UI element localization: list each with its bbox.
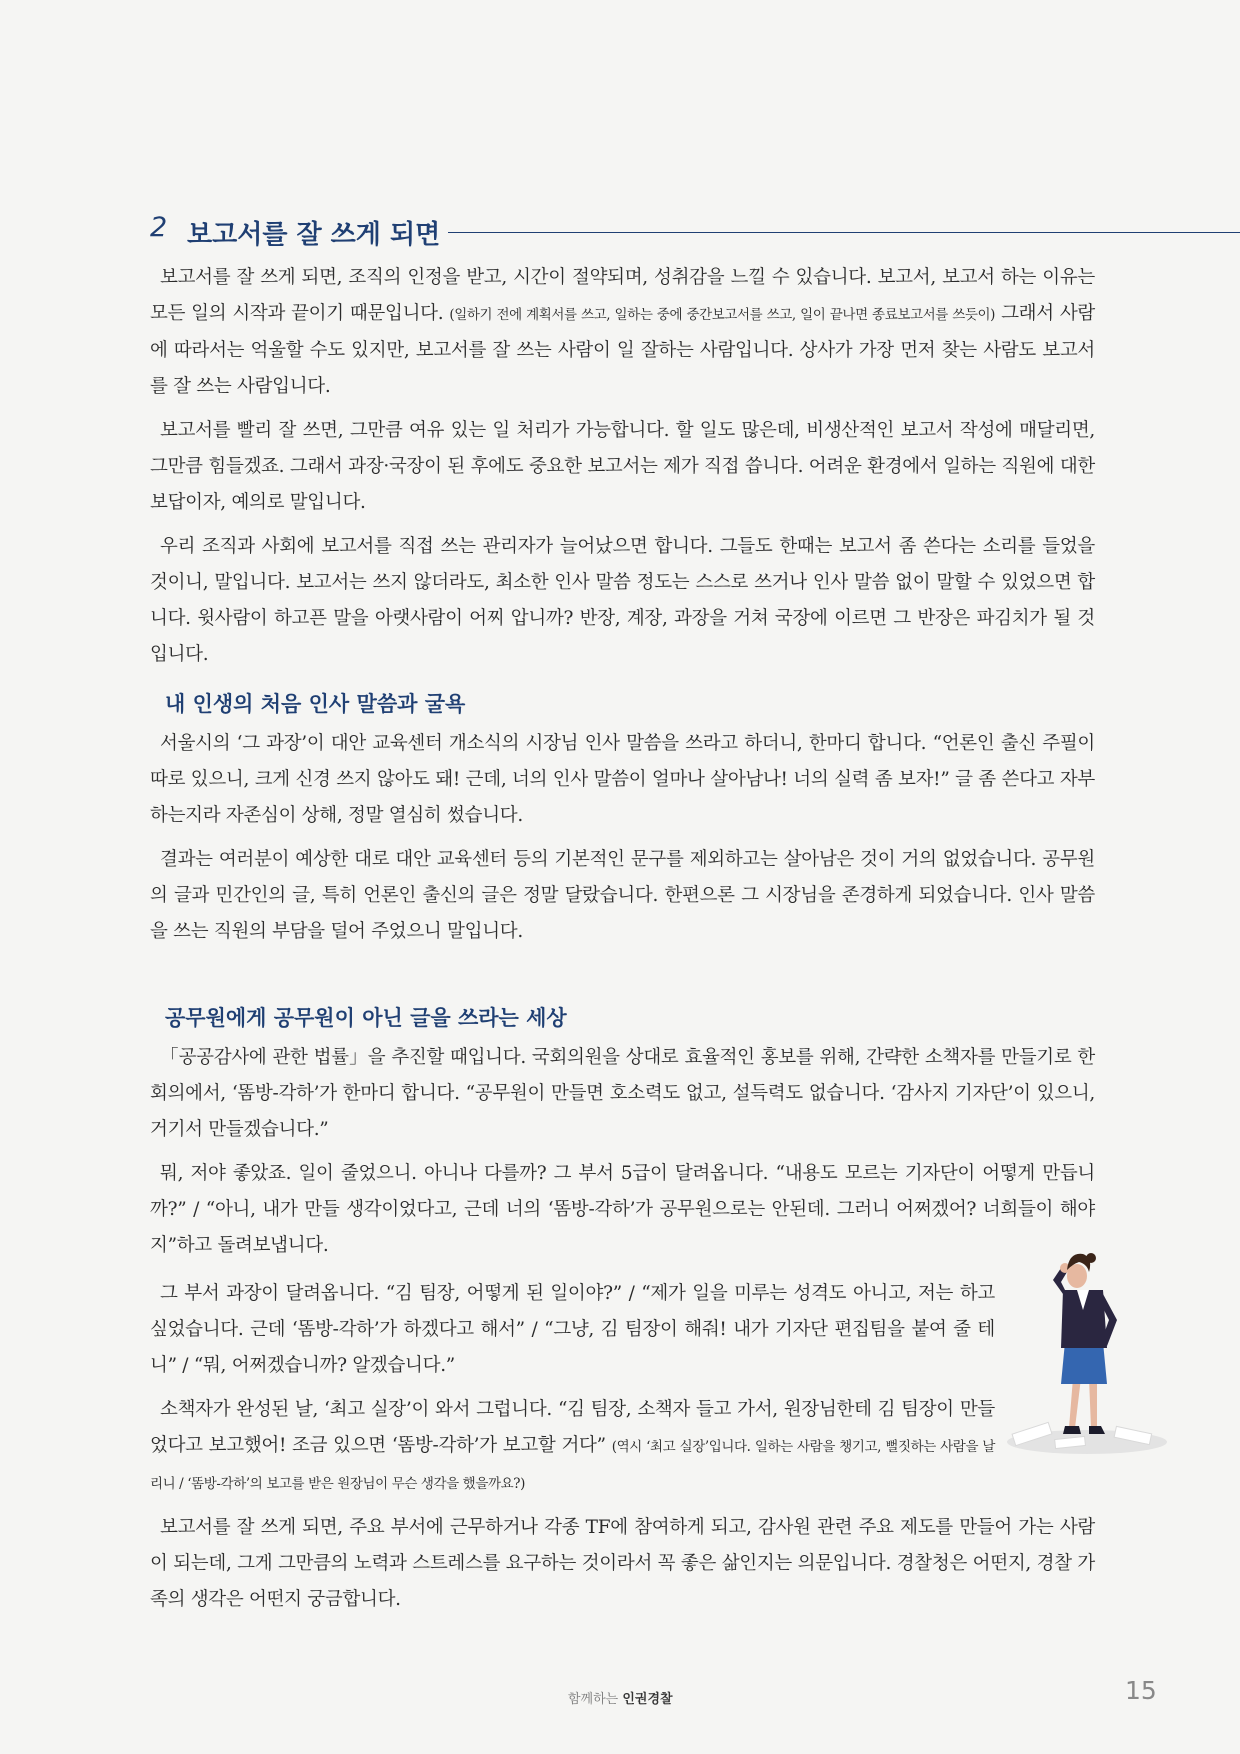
sub2-paragraph-2: 뭐, 저야 좋았죠. 일이 줄었으니. 아니나 다를까? 그 부서 5급이 달려옵니다. “내용도 모르는 기자단이 어떻게 만듭니까?” / “아니, 내가 만들 생각이었다고, 근데 너의 ‘똠방-각하’가 공무원으로는 안된데. 그러니 어쩌겠어? 너희들이 해야지”하고 돌려보냅니다. — [150, 1163, 1095, 1256]
intro-p1-note: (일하기 전에 계획서를 쓰고, 일하는 중에 중간보고서를 쓰고, 일이 끝나면 종료보고서를 쓰듯이) — [449, 307, 996, 323]
sub2-body-lower — [150, 1510, 1095, 1618]
footer-publication — [568, 1688, 673, 1707]
section-title: 보고서를 잘 쓰게 되면 — [187, 220, 441, 250]
sub2-paragraph-4 — [150, 1392, 995, 1502]
subheading-first-speech: 내 인생의 처음 인사 말씀과 굴욕 — [165, 692, 466, 716]
sub1-paragraph-2: 결과는 여러분이 예상한 대로 대안 교육센터 등의 기본적인 문구를 제외하고는 살아남은 것이 거의 없었습니다. 공무원의 글과 민간인의 글, 특히 언론인 출신의 글은 정말 달랐습니다. 한편으론 그 시장님을 존경하게 되었습니다. 인사 말씀을 쓰는 직원의 부담을 덜어 주었으니 말입니다. — [150, 849, 1095, 942]
sub2-p4-note: (역시 ‘최고 실장’입니다. 일하는 사람을 챙기고, 뻘짓하는 사람을 날리니 / ‘똠방-각하’의 보고를 받은 원장님이 무슨 생각을 했을까요?) — [150, 1439, 995, 1492]
sub2-p4-text: 소책자가 완성된 날, ‘최고 실장’이 와서 그럽니다. “김 팀장, 소책자 들고 가서, 원장님한테 김 팀장이 만들었다고 보고했어! 조금 있으면 ‘똠방-각하’가 보고할 거다” — [150, 1399, 995, 1456]
intro-p1-text-b: 그래서 사람에 따라서는 억울할 수도 있지만, 보고서를 잘 쓰는 사람이 일 잘하는 사람입니다. 상사가 가장 먼저 찾는 사람도 보고서를 잘 쓰는 사람입니다. — [150, 303, 1095, 397]
intro-paragraph-3: 우리 조직과 사회에 보고서를 직접 쓰는 관리자가 늘어났으면 합니다. 그들도 한때는 보고서 좀 쓴다는 소리를 들었을 것이니, 말입니다. 보고서는 쓰지 않더라도, 최소한 인사 말씀 정도는 스스로 쓰거나 인사 말씀 없이 말할 수 있었으면 합니다. 윗사람이 하고픈 말을 아랫사람이 어찌 압니까? 반장, 계장, 과장을 거쳐 국장에 이르면 그 반장은 파김치가 될 것입니다. — [150, 536, 1095, 665]
section-header — [150, 212, 1095, 252]
stressed-woman-illustration — [995, 1250, 1175, 1460]
intro-p1-text-a: 보고서를 잘 쓰게 되면, 조직의 인정을 받고, 시간이 절약되며, 성취감을 느낄 수 있습니다. 보고서, 보고서 하는 이유는 모든 일의 시작과 끝이기 때문입니다. — [150, 267, 1095, 324]
sub2-paragraph-3: 그 부서 과장이 달려옵니다. “김 팀장, 어떻게 된 일이야?” / “제가 일을 미루는 성격도 아니고, 저는 하고 싶었습니다. 근데 ‘똠방-각하’가 하겠다고 해서” / “그냥, 김 팀장이 해줘! 내가 기자단 편집팀을 붙여 줄 테니” / “뭐, 어쩌겠습니까? 알겠습니다.” — [150, 1283, 995, 1376]
sub2-body-wrapped — [150, 1276, 995, 1502]
subheading-non-official-writing: 공무원에게 공무원이 아닌 글을 쓰라는 세상 — [165, 1006, 567, 1030]
intro-paragraph-2: 보고서를 빨리 잘 쓰면, 그만큼 여유 있는 일 처리가 가능합니다. 할 일도 많은데, 비생산적인 보고서 작성에 매달리면, 그만큼 힘들겠죠. 그래서 과장·국장이 된 후에도 중요한 보고서는 제가 직접 씁니다. 어려운 환경에서 일하는 직원에 대한 보답이자, 예의로 말입니다. — [150, 420, 1095, 513]
section-number: 2 — [150, 212, 168, 243]
sub1-paragraph-1: 서울시의 ‘그 과장’이 대안 교육센터 개소식의 시장님 인사 말씀을 쓰라고 하더니, 한마디 합니다. “언론인 출신 주필이 따로 있으니, 크게 신경 쓰지 않아도 돼! 근데, 너의 인사 말씀이 얼마나 살아남나! 너의 실력 좀 보자!” 글 좀 쓴다고 자부하는지라 자존심이 상해, 정말 열심히 썼습니다. — [150, 733, 1095, 826]
page-number: 15 — [1125, 1676, 1157, 1705]
sub1-body — [150, 726, 1095, 950]
footer-label-light: 함께하는 — [568, 1692, 619, 1707]
footer-label-bold: 인권경찰 — [622, 1692, 673, 1707]
intro-body — [150, 260, 1095, 673]
intro-paragraph-1 — [150, 260, 1095, 405]
sub2-paragraph-5: 보고서를 잘 쓰게 되면, 주요 부서에 근무하거나 각종 TF에 참여하게 되고, 감사원 관련 주요 제도를 만들어 가는 사람이 되는데, 그게 그만큼의 노력과 스트레스를 요구하는 것이라서 꼭 좋은 삶인지는 의문입니다. 경찰청은 어떤지, 경찰 가족의 생각은 어떤지 궁금합니다. — [150, 1517, 1095, 1610]
section-divider — [448, 232, 1240, 233]
sub2-paragraph-1: 「공공감사에 관한 법률」을 추진할 때입니다. 국회의원을 상대로 효율적인 홍보를 위해, 간략한 소책자를 만들기로 한 회의에서, ‘똠방-각하’가 한마디 합니다. “공무원이 만들면 호소력도 없고, 설득력도 없습니다. ‘감사지 기자단’이 있으니, 거기서 만들겠습니다.” — [150, 1047, 1095, 1140]
sub2-body-upper — [150, 1040, 1095, 1264]
